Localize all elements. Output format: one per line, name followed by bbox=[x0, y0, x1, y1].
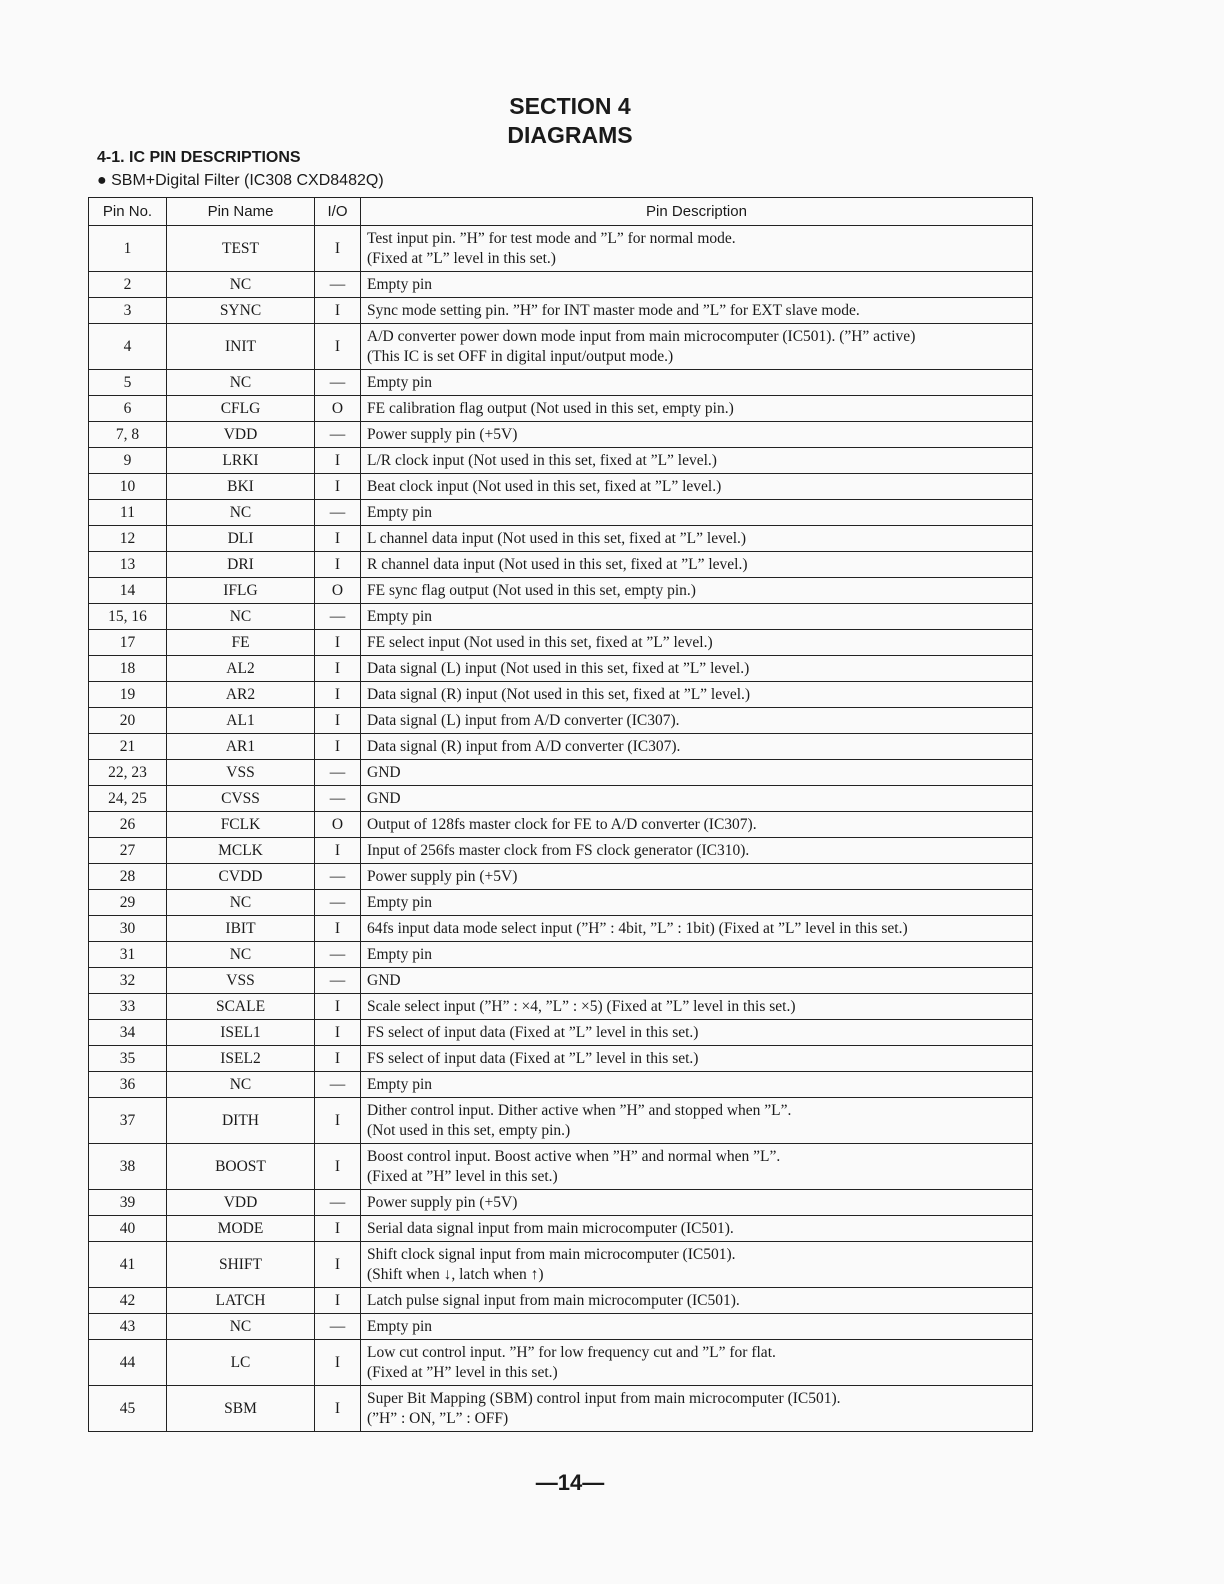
pin-description bbox=[361, 396, 1033, 422]
pin-number: 19 bbox=[89, 682, 167, 708]
table-row bbox=[89, 1242, 1033, 1288]
pin-number: 11 bbox=[89, 500, 167, 526]
subsection-heading: 4-1. IC PIN DESCRIPTIONS bbox=[97, 149, 301, 166]
pin-io: — bbox=[315, 864, 361, 890]
table-row bbox=[89, 760, 1033, 786]
pin-io: I bbox=[315, 838, 361, 864]
pin-name: BKI bbox=[167, 474, 315, 500]
description-line: FE sync flag output (Not used in this set, empty pin.) bbox=[367, 581, 696, 599]
table-row bbox=[89, 1216, 1033, 1242]
pin-description bbox=[361, 1314, 1033, 1340]
pin-description bbox=[361, 526, 1033, 552]
pin-description bbox=[361, 1288, 1033, 1314]
table-row bbox=[89, 890, 1033, 916]
pin-io: I bbox=[315, 630, 361, 656]
pin-number: 39 bbox=[89, 1190, 167, 1216]
description-line: Power supply pin (+5V) bbox=[367, 425, 518, 443]
pin-io: O bbox=[315, 396, 361, 422]
pin-name: FE bbox=[167, 630, 315, 656]
pin-description bbox=[361, 890, 1033, 916]
col-io: I/O bbox=[315, 198, 361, 226]
pin-name: NC bbox=[167, 1072, 315, 1098]
col-pin-description: Pin Description bbox=[361, 198, 1033, 226]
pin-io: — bbox=[315, 422, 361, 448]
pin-number: 10 bbox=[89, 474, 167, 500]
description-line: Data signal (L) input (Not used in this set, fixed at ”L” level.) bbox=[367, 659, 750, 677]
pin-number: 12 bbox=[89, 526, 167, 552]
pin-name: NC bbox=[167, 500, 315, 526]
pin-number: 1 bbox=[89, 226, 167, 272]
section-name: DIAGRAMS bbox=[507, 122, 633, 148]
description-line: Empty pin bbox=[367, 503, 433, 521]
table-row bbox=[89, 968, 1033, 994]
pin-description bbox=[361, 1216, 1033, 1242]
table-row bbox=[89, 474, 1033, 500]
description-line: Test input pin. ”H” for test mode and ”L” for normal mode. bbox=[367, 229, 736, 247]
pin-number: 26 bbox=[89, 812, 167, 838]
table-row bbox=[89, 370, 1033, 396]
pin-number: 6 bbox=[89, 396, 167, 422]
table-row bbox=[89, 422, 1033, 448]
pin-name: LC bbox=[167, 1340, 315, 1386]
pin-description bbox=[361, 968, 1033, 994]
pin-description bbox=[361, 578, 1033, 604]
table-row bbox=[89, 682, 1033, 708]
description-line: L/R clock input (Not used in this set, fixed at ”L” level.) bbox=[367, 451, 717, 469]
description-line: FE select input (Not used in this set, fixed at ”L” level.) bbox=[367, 633, 713, 651]
pin-description bbox=[361, 272, 1033, 298]
pin-number: 24, 25 bbox=[89, 786, 167, 812]
pin-name: NC bbox=[167, 1314, 315, 1340]
pin-name: MCLK bbox=[167, 838, 315, 864]
description-line: Empty pin bbox=[367, 945, 433, 963]
pin-io: I bbox=[315, 1216, 361, 1242]
pin-number: 37 bbox=[89, 1098, 167, 1144]
description-line: R channel data input (Not used in this set, fixed at ”L” level.) bbox=[367, 555, 748, 573]
pin-name: DRI bbox=[167, 552, 315, 578]
table-row bbox=[89, 942, 1033, 968]
table-row bbox=[89, 396, 1033, 422]
pin-io: I bbox=[315, 1098, 361, 1144]
pin-io: I bbox=[315, 1144, 361, 1190]
pin-io: — bbox=[315, 1190, 361, 1216]
pin-name: TEST bbox=[167, 226, 315, 272]
pin-description bbox=[361, 1242, 1033, 1288]
pin-description bbox=[361, 324, 1033, 370]
pin-description bbox=[361, 812, 1033, 838]
col-pin-name: Pin Name bbox=[167, 198, 315, 226]
pin-io: I bbox=[315, 994, 361, 1020]
description-line: Empty pin bbox=[367, 893, 433, 911]
pin-name: CFLG bbox=[167, 396, 315, 422]
table-row bbox=[89, 226, 1033, 272]
pin-name: BOOST bbox=[167, 1144, 315, 1190]
pin-name: LATCH bbox=[167, 1288, 315, 1314]
pin-name: NC bbox=[167, 942, 315, 968]
pin-io: I bbox=[315, 656, 361, 682]
table-row bbox=[89, 526, 1033, 552]
description-line: Low cut control input. ”H” for low frequency cut and ”L” for flat. bbox=[367, 1343, 776, 1361]
table-row bbox=[89, 838, 1033, 864]
pin-name: SYNC bbox=[167, 298, 315, 324]
ic-title: ● SBM+Digital Filter (IC308 CXD8482Q) bbox=[97, 172, 384, 189]
pin-io: I bbox=[315, 324, 361, 370]
pin-name: VSS bbox=[167, 968, 315, 994]
description-line: (Fixed at ”H” level in this set.) bbox=[367, 1363, 558, 1381]
description-line: (Shift when ↓, latch when ↑) bbox=[367, 1265, 544, 1283]
description-line: (This IC is set OFF in digital input/output mode.) bbox=[367, 347, 674, 365]
description-line: Super Bit Mapping (SBM) control input from main microcomputer (IC501). bbox=[367, 1389, 841, 1407]
table-row bbox=[89, 324, 1033, 370]
pin-number: 32 bbox=[89, 968, 167, 994]
page-number: —14— bbox=[535, 1470, 605, 1495]
description-line: Input of 256fs master clock from FS clock generator (IC310). bbox=[367, 841, 750, 859]
pin-description bbox=[361, 786, 1033, 812]
pin-io: I bbox=[315, 298, 361, 324]
pin-io: I bbox=[315, 448, 361, 474]
pin-name: VDD bbox=[167, 1190, 315, 1216]
pin-io: — bbox=[315, 370, 361, 396]
pin-number: 14 bbox=[89, 578, 167, 604]
pin-description bbox=[361, 604, 1033, 630]
table-row bbox=[89, 734, 1033, 760]
pin-io: — bbox=[315, 760, 361, 786]
pin-io: I bbox=[315, 526, 361, 552]
pin-number: 44 bbox=[89, 1340, 167, 1386]
pin-number: 38 bbox=[89, 1144, 167, 1190]
pin-description bbox=[361, 1386, 1033, 1432]
description-line: L channel data input (Not used in this set, fixed at ”L” level.) bbox=[367, 529, 747, 547]
pin-name: AL1 bbox=[167, 708, 315, 734]
pin-number: 22, 23 bbox=[89, 760, 167, 786]
description-line: Output of 128fs master clock for FE to A/D converter (IC307). bbox=[367, 815, 757, 833]
pin-name: AR2 bbox=[167, 682, 315, 708]
pin-io: I bbox=[315, 1046, 361, 1072]
description-line: Empty pin bbox=[367, 1317, 433, 1335]
description-line: A/D converter power down mode input from main microcomputer (IC501). (”H” active) bbox=[367, 327, 916, 345]
pin-io: — bbox=[315, 604, 361, 630]
pin-description bbox=[361, 1072, 1033, 1098]
pin-io: I bbox=[315, 552, 361, 578]
pin-name: NC bbox=[167, 890, 315, 916]
pin-io: — bbox=[315, 1314, 361, 1340]
table-row bbox=[89, 448, 1033, 474]
pin-description bbox=[361, 1046, 1033, 1072]
pin-number: 5 bbox=[89, 370, 167, 396]
description-line: Dither control input. Dither active when ”H” and stopped when ”L”. bbox=[367, 1101, 792, 1119]
pin-io: I bbox=[315, 1288, 361, 1314]
pin-name: CVDD bbox=[167, 864, 315, 890]
pin-description bbox=[361, 838, 1033, 864]
pin-io: I bbox=[315, 708, 361, 734]
pin-name: AR1 bbox=[167, 734, 315, 760]
section-number: SECTION 4 bbox=[509, 93, 631, 119]
pin-io: I bbox=[315, 474, 361, 500]
pin-io: I bbox=[315, 682, 361, 708]
description-line: Scale select input (”H” : ×4, ”L” : ×5) (Fixed at ”L” level in this set.) bbox=[367, 997, 796, 1015]
table-row bbox=[89, 272, 1033, 298]
table-row bbox=[89, 1386, 1033, 1432]
description-line: Empty pin bbox=[367, 373, 433, 391]
pin-io: I bbox=[315, 734, 361, 760]
pin-number: 13 bbox=[89, 552, 167, 578]
section-title bbox=[440, 92, 700, 150]
table-header-row bbox=[89, 198, 1033, 226]
table-row bbox=[89, 1190, 1033, 1216]
pin-io: — bbox=[315, 786, 361, 812]
pin-name: VSS bbox=[167, 760, 315, 786]
pin-io: O bbox=[315, 578, 361, 604]
table-row bbox=[89, 578, 1033, 604]
pin-number: 9 bbox=[89, 448, 167, 474]
description-line: (Fixed at ”L” level in this set.) bbox=[367, 249, 556, 267]
pin-number: 29 bbox=[89, 890, 167, 916]
description-line: Data signal (R) input (Not used in this set, fixed at ”L” level.) bbox=[367, 685, 751, 703]
pin-name: DITH bbox=[167, 1098, 315, 1144]
pin-description bbox=[361, 1144, 1033, 1190]
pin-description bbox=[361, 994, 1033, 1020]
pin-name: VDD bbox=[167, 422, 315, 448]
table-row bbox=[89, 630, 1033, 656]
description-line: Power supply pin (+5V) bbox=[367, 867, 518, 885]
pin-description bbox=[361, 630, 1033, 656]
pin-name: LRKI bbox=[167, 448, 315, 474]
description-line: Empty pin bbox=[367, 607, 433, 625]
pin-io: — bbox=[315, 968, 361, 994]
table-row bbox=[89, 1098, 1033, 1144]
pin-io: — bbox=[315, 272, 361, 298]
pin-io: I bbox=[315, 1386, 361, 1432]
pin-number: 2 bbox=[89, 272, 167, 298]
pin-io: I bbox=[315, 1242, 361, 1288]
pin-number: 17 bbox=[89, 630, 167, 656]
pin-io: I bbox=[315, 1340, 361, 1386]
pin-description bbox=[361, 734, 1033, 760]
pin-description bbox=[361, 942, 1033, 968]
table-row bbox=[89, 916, 1033, 942]
pin-name: NC bbox=[167, 604, 315, 630]
table-row bbox=[89, 1046, 1033, 1072]
pin-name: NC bbox=[167, 370, 315, 396]
table-row bbox=[89, 994, 1033, 1020]
description-line: 64fs input data mode select input (”H” : 4bit, ”L” : 1bit) (Fixed at ”L” level in this set.) bbox=[367, 919, 908, 937]
table-row bbox=[89, 1020, 1033, 1046]
pin-description bbox=[361, 370, 1033, 396]
pin-description bbox=[361, 708, 1033, 734]
table-row bbox=[89, 1072, 1033, 1098]
table-row bbox=[89, 552, 1033, 578]
pin-name: ISEL2 bbox=[167, 1046, 315, 1072]
pin-name: SHIFT bbox=[167, 1242, 315, 1288]
table-row bbox=[89, 604, 1033, 630]
pin-description bbox=[361, 864, 1033, 890]
pin-number: 30 bbox=[89, 916, 167, 942]
description-line: (”H” : ON, ”L” : OFF) bbox=[367, 1409, 509, 1427]
pin-number: 33 bbox=[89, 994, 167, 1020]
description-line: FS select of input data (Fixed at ”L” level in this set.) bbox=[367, 1049, 699, 1067]
pin-name: DLI bbox=[167, 526, 315, 552]
table-row bbox=[89, 786, 1033, 812]
pin-io: — bbox=[315, 1072, 361, 1098]
description-line: GND bbox=[367, 971, 401, 989]
table-row bbox=[89, 812, 1033, 838]
table-row bbox=[89, 1340, 1033, 1386]
description-line: Shift clock signal input from main microcomputer (IC501). bbox=[367, 1245, 736, 1263]
description-line: (Not used in this set, empty pin.) bbox=[367, 1121, 571, 1139]
col-pin-no: Pin No. bbox=[89, 198, 167, 226]
pin-description bbox=[361, 1020, 1033, 1046]
table-row bbox=[89, 500, 1033, 526]
pin-io: — bbox=[315, 500, 361, 526]
description-line: Data signal (L) input from A/D converter (IC307). bbox=[367, 711, 680, 729]
pin-name: ISEL1 bbox=[167, 1020, 315, 1046]
table-row bbox=[89, 864, 1033, 890]
pin-io: — bbox=[315, 942, 361, 968]
pin-number: 41 bbox=[89, 1242, 167, 1288]
pin-io: I bbox=[315, 916, 361, 942]
pin-number: 20 bbox=[89, 708, 167, 734]
pin-number: 4 bbox=[89, 324, 167, 370]
description-line: Empty pin bbox=[367, 1075, 433, 1093]
description-line: GND bbox=[367, 789, 401, 807]
pin-number: 40 bbox=[89, 1216, 167, 1242]
pin-number: 15, 16 bbox=[89, 604, 167, 630]
pin-description bbox=[361, 500, 1033, 526]
pin-description bbox=[361, 656, 1033, 682]
description-line: Data signal (R) input from A/D converter (IC307). bbox=[367, 737, 681, 755]
pin-name: IBIT bbox=[167, 916, 315, 942]
table-row bbox=[89, 1288, 1033, 1314]
pin-number: 31 bbox=[89, 942, 167, 968]
pin-io: I bbox=[315, 1020, 361, 1046]
pin-description bbox=[361, 422, 1033, 448]
pin-number: 43 bbox=[89, 1314, 167, 1340]
pin-description bbox=[361, 298, 1033, 324]
pin-name: SCALE bbox=[167, 994, 315, 1020]
pin-number: 35 bbox=[89, 1046, 167, 1072]
pin-description bbox=[361, 226, 1033, 272]
description-line: Beat clock input (Not used in this set, fixed at ”L” level.) bbox=[367, 477, 722, 495]
description-line: FS select of input data (Fixed at ”L” level in this set.) bbox=[367, 1023, 699, 1041]
pin-number: 34 bbox=[89, 1020, 167, 1046]
pin-description bbox=[361, 552, 1033, 578]
table-row bbox=[89, 298, 1033, 324]
pin-io: — bbox=[315, 890, 361, 916]
pin-description bbox=[361, 1190, 1033, 1216]
table-row bbox=[89, 708, 1033, 734]
pin-number: 7, 8 bbox=[89, 422, 167, 448]
pin-number: 3 bbox=[89, 298, 167, 324]
description-line: FE calibration flag output (Not used in this set, empty pin.) bbox=[367, 399, 734, 417]
description-line: Sync mode setting pin. ”H” for INT master mode and ”L” for EXT slave mode. bbox=[367, 301, 860, 319]
pin-description bbox=[361, 1340, 1033, 1386]
description-line: Power supply pin (+5V) bbox=[367, 1193, 518, 1211]
pin-name: INIT bbox=[167, 324, 315, 370]
pin-name: FCLK bbox=[167, 812, 315, 838]
pin-io: O bbox=[315, 812, 361, 838]
pin-number: 18 bbox=[89, 656, 167, 682]
pin-description bbox=[361, 474, 1033, 500]
description-line: Serial data signal input from main microcomputer (IC501). bbox=[367, 1219, 734, 1237]
pin-name: SBM bbox=[167, 1386, 315, 1432]
pin-name: AL2 bbox=[167, 656, 315, 682]
table-row bbox=[89, 656, 1033, 682]
pin-number: 36 bbox=[89, 1072, 167, 1098]
pin-name: IFLG bbox=[167, 578, 315, 604]
pin-description bbox=[361, 760, 1033, 786]
pin-description bbox=[361, 682, 1033, 708]
pin-name: NC bbox=[167, 272, 315, 298]
pin-description bbox=[361, 1098, 1033, 1144]
table-row bbox=[89, 1314, 1033, 1340]
table-row bbox=[89, 1144, 1033, 1190]
description-line: Boost control input. Boost active when ”H” and normal when ”L”. bbox=[367, 1147, 781, 1165]
pin-number: 28 bbox=[89, 864, 167, 890]
table-body bbox=[89, 226, 1033, 1432]
pin-name: CVSS bbox=[167, 786, 315, 812]
description-line: Latch pulse signal input from main microcomputer (IC501). bbox=[367, 1291, 740, 1309]
description-line: Empty pin bbox=[367, 275, 433, 293]
pin-number: 27 bbox=[89, 838, 167, 864]
pin-number: 45 bbox=[89, 1386, 167, 1432]
description-line: (Fixed at ”H” level in this set.) bbox=[367, 1167, 558, 1185]
pin-description bbox=[361, 916, 1033, 942]
pin-description-table bbox=[88, 197, 1033, 1432]
pin-io: I bbox=[315, 226, 361, 272]
pin-number: 42 bbox=[89, 1288, 167, 1314]
pin-number: 21 bbox=[89, 734, 167, 760]
description-line: GND bbox=[367, 763, 401, 781]
pin-name: MODE bbox=[167, 1216, 315, 1242]
pin-description bbox=[361, 448, 1033, 474]
